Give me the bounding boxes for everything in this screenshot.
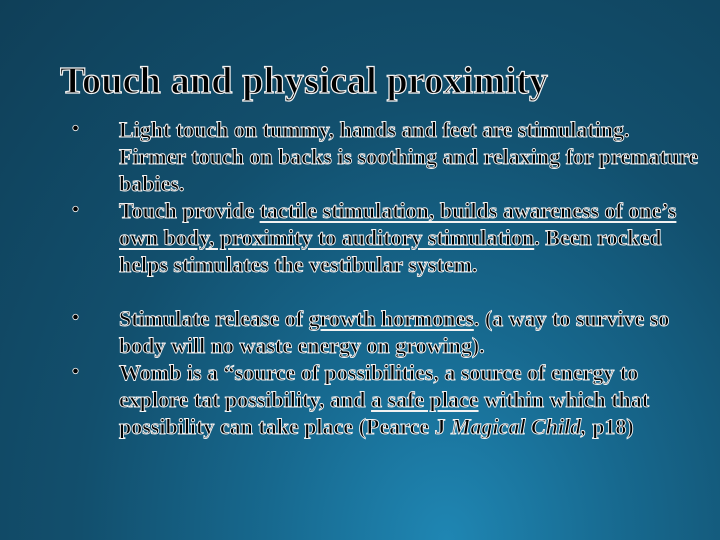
bullet-text: p18) — [586, 414, 634, 439]
bullet-text: . Been rocked helps stimulates the vestibular system. — [119, 225, 662, 277]
bullet-text: . (a way to survive so body will no waste energy on growing). — [119, 306, 670, 358]
bullet-item-touch-provide — [60, 197, 700, 305]
bullet-text: within which that possibility can take place (Pearce J — [119, 387, 650, 439]
bullet-text: Stimulate release of — [119, 306, 309, 331]
bullet-icon: • — [72, 199, 80, 221]
underlined-phrase-growth-hormones: growth hormones — [308, 306, 474, 331]
bullet-item-growth-hormones — [60, 305, 700, 359]
bullet-text: Touch provide — [119, 198, 260, 223]
bullet-item-womb — [60, 359, 700, 467]
bullet-icon: • — [72, 118, 80, 140]
underlined-phrase-safe-place: a safe place — [371, 387, 479, 412]
bullet-icon: • — [72, 307, 80, 329]
bullet-list — [60, 116, 700, 467]
underlined-phrase-tactile-stimulation: tactile stimulation, builds awareness of one’s own body, proximity to auditory stimulation — [119, 198, 677, 250]
citation-book-title: Magical Child, — [451, 414, 587, 439]
bullet-icon: • — [72, 361, 80, 383]
bullet-text: Womb is a “source of possibilities, a source of energy to explore tat possibility, and — [119, 360, 639, 412]
bullet-item-light-touch — [60, 116, 700, 197]
bullet-text: Light touch on tummy, hands and feet are stimulating. Firmer touch on backs is soothing and relaxing for premature babies. — [119, 117, 699, 196]
slide-title: Touch and physical proximity — [60, 60, 549, 102]
